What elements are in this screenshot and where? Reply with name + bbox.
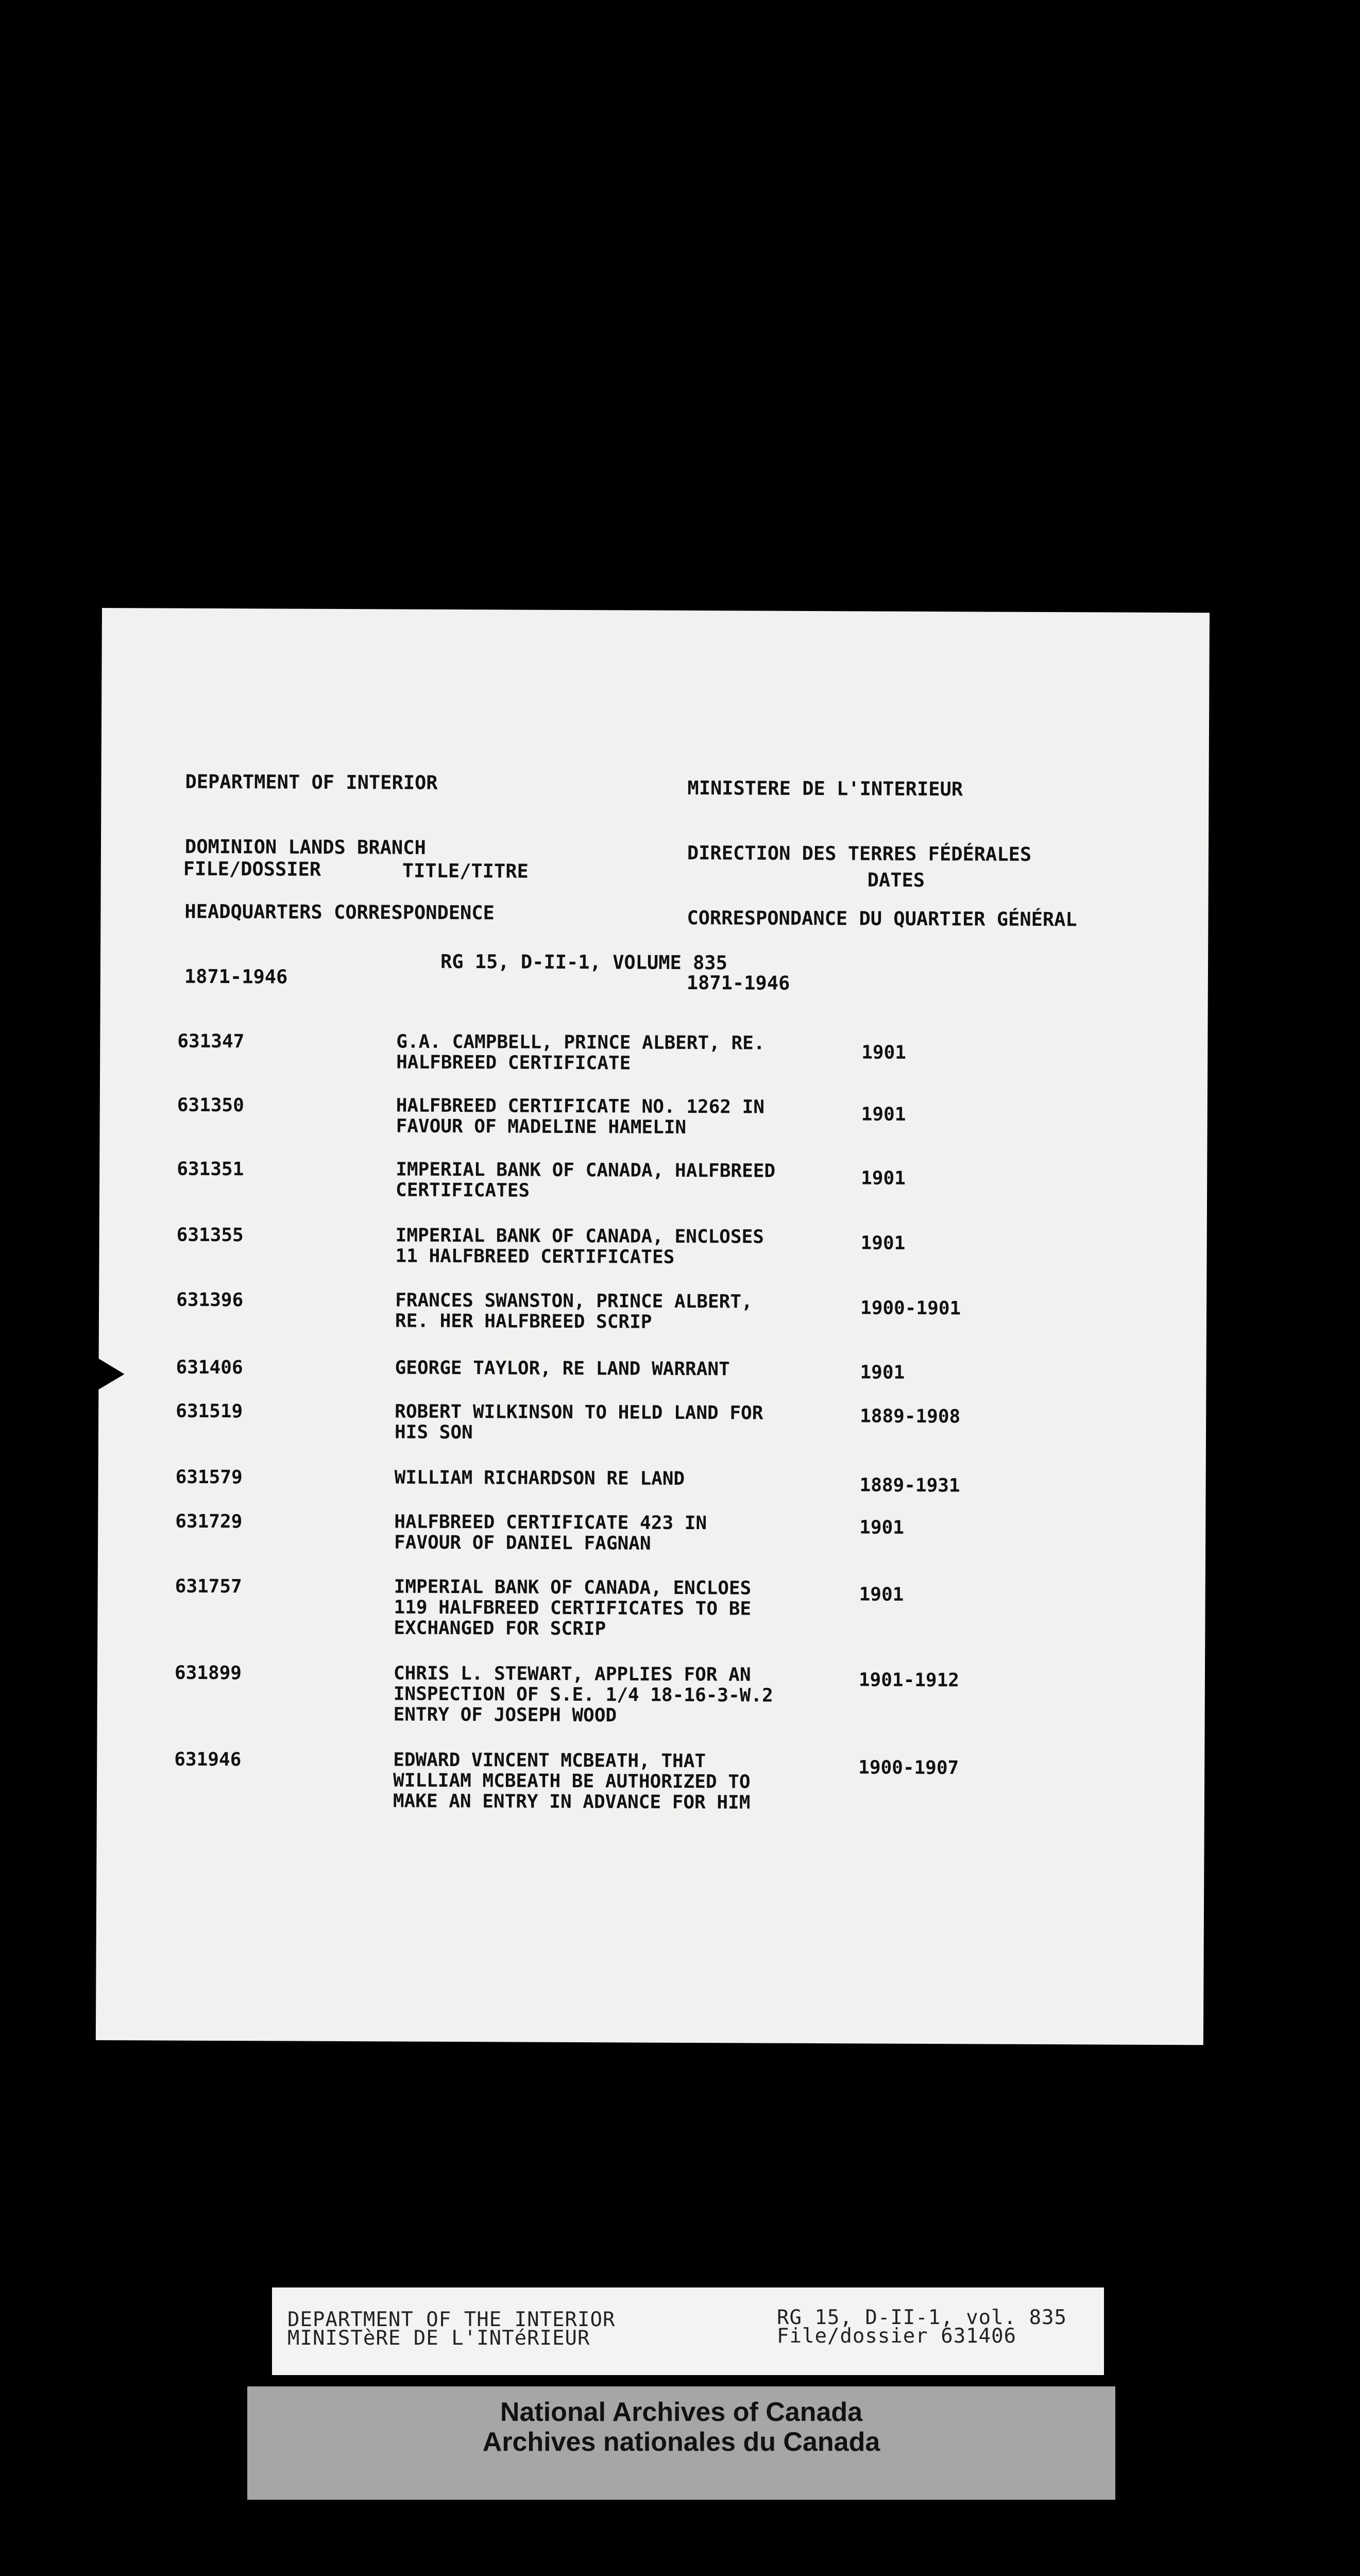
header-left-line: DOMINION LANDS BRANCH [184,835,426,859]
file-title: IMPERIAL BANK OF CANADA, ENCLOSES 11 HALFBREED CERTIFICATES [395,1225,764,1268]
file-title: FRANCES SWANSTON, PRINCE ALBERT, RE. HER HALFBREED SCRIP [395,1290,753,1333]
file-dates: 1889-1931 [859,1475,960,1497]
archives-line1: National Archives of Canada [500,2397,863,2427]
table-row [99,1289,1206,1333]
file-dates: 1901 [859,1584,904,1605]
table-row [98,1400,1206,1444]
file-title: EDWARD VINCENT MCBEATH, THAT WILLIAM MCBEATH BE AUTHORIZED TO MAKE AN ENTRY IN ADVANCE FOR HIM [393,1749,751,1814]
arrow-shaft [67,1362,88,1386]
file-title: HALFBREED CERTIFICATE 423 IN FAVOUR OF DANIEL FAGNAN [394,1511,707,1554]
volume-line: RG 15, D-II-1, VOLUME 835 [440,950,728,974]
table-row [97,1749,1204,1814]
archives-banner [247,2386,1115,2500]
file-number: 631406 [176,1357,243,1379]
file-dates: 1901-1912 [858,1669,960,1691]
file-dates: 1901 [861,1104,906,1125]
file-number: 631946 [174,1749,242,1771]
file-title: GEORGE TAYLOR, RE LAND WARRANT [395,1357,730,1380]
file-dates: 1901 [860,1362,905,1383]
label-left-line1: DEPARTMENT OF THE INTERIOR [287,2308,616,2331]
file-number: 631579 [175,1466,243,1488]
document-page [96,608,1210,2045]
file-dates: 1900-1907 [858,1757,959,1779]
file-dates: 1901 [859,1517,905,1538]
file-dates: 1901 [861,1167,906,1189]
archive-label [272,2287,1104,2375]
file-number: 631899 [174,1662,242,1684]
file-title: ROBERT WILKINSON TO HELD LAND FOR HIS SON [394,1401,763,1444]
file-number: 631351 [177,1158,244,1180]
file-title: G.A. CAMPBELL, PRINCE ALBERT, RE. HALFBREED CERTIFICATE [396,1031,765,1074]
table-row [97,1662,1205,1726]
file-dates: 1900-1901 [860,1297,961,1319]
file-title: IMPERIAL BANK OF CANADA, ENCLOES 119 HALFBREED CERTIFICATES TO BE EXCHANGED FOR SCRIP [394,1576,752,1640]
table-row [99,1158,1207,1201]
file-number: 631350 [177,1094,244,1116]
table-row [99,1224,1207,1268]
table-row [98,1511,1205,1554]
file-number: 631396 [176,1289,244,1311]
label-right-line1: RG 15, D-II-1, vol. 835 [777,2306,1067,2329]
file-number: 631757 [175,1575,242,1598]
archives-line2: Archives nationales du Canada [482,2427,880,2457]
header-right-line: 1871-1946 [686,971,790,994]
file-number: 631355 [176,1224,244,1246]
file-title: HALFBREED CERTIFICATE NO. 1262 IN FAVOUR OF MADELINE HAMELIN [396,1095,765,1138]
file-dates: 1901 [860,1232,906,1254]
column-header-dates: DATES [867,869,925,891]
header-left-line: 1871-1946 [184,965,288,988]
header-left-line: DEPARTMENT OF INTERIOR [185,770,438,794]
header-right-line: CORRESPONDANCE DU QUARTIER GÉNÉRAL [687,906,1077,931]
file-title: WILLIAM RICHARDSON RE LAND [394,1467,685,1489]
file-title: CHRIS L. STEWART, APPLIES FOR AN INSPECTION OF S.E. 1/4 18-16-3-W.2 ENTRY OF JOSEPH WOOD [393,1663,773,1726]
file-dates: 1901 [861,1042,907,1063]
file-number: 631347 [177,1030,245,1053]
header-right-line: MINISTERE DE L'INTERIEUR [687,776,963,801]
file-dates: 1889-1908 [860,1405,961,1428]
header-right-line: DIRECTION DES TERRES FÉDÉRALES [687,841,1032,866]
file-number: 631729 [175,1511,243,1533]
label-right-line2: File/dossier 631406 [777,2325,1017,2348]
label-left-line2: MINISTèRE DE L'INTéRIEUR [287,2327,590,2350]
file-number: 631519 [176,1400,243,1422]
table-row-highlighted [99,1357,1206,1383]
header-left-line: HEADQUARTERS CORRESPONDENCE [184,900,495,924]
arrow-right-icon [83,1349,124,1399]
column-header-file: FILE/DOSSIER [183,857,321,880]
table-row [100,1094,1208,1138]
table-row [98,1575,1205,1640]
file-title: IMPERIAL BANK OF CANADA, HALFBREED CERTIFICATES [395,1159,776,1201]
column-header-title: TITLE/TITRE [402,859,529,883]
table-row [98,1466,1206,1497]
